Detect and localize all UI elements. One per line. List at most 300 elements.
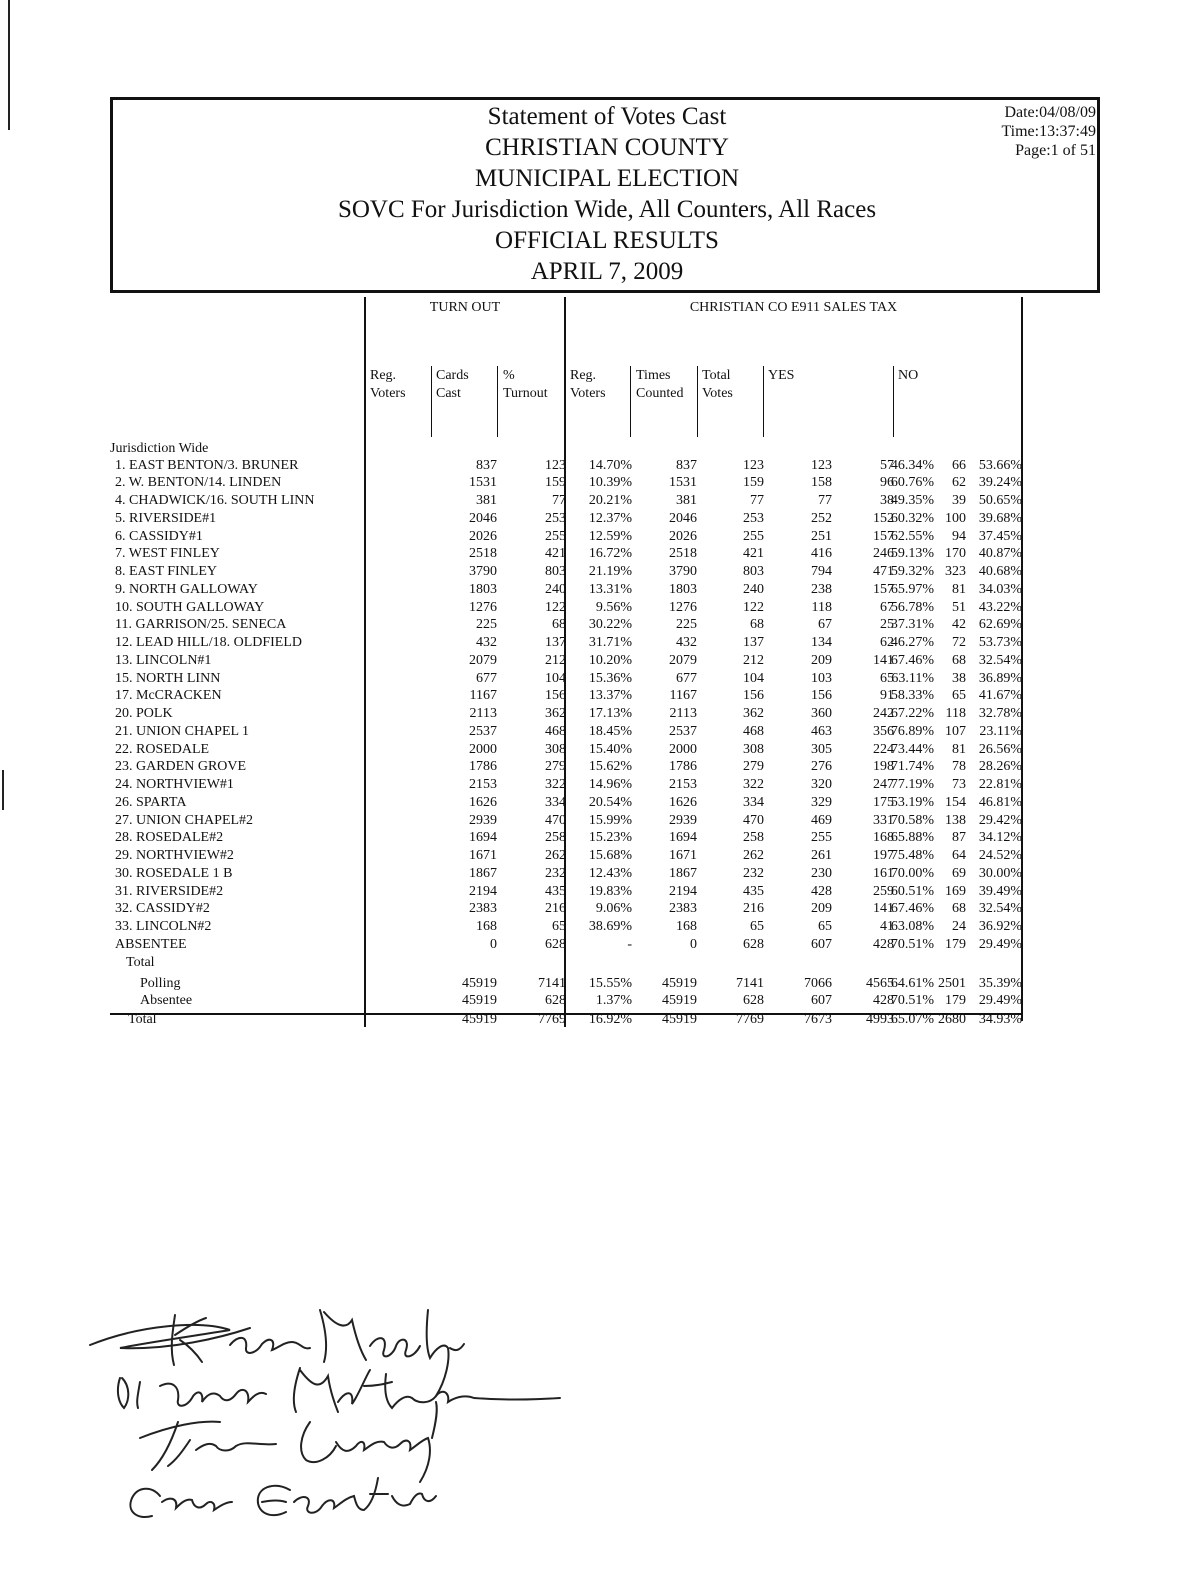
cell-reg-voters-2: 2113 [669, 706, 697, 721]
cell-pct-turnout: 12.43% [588, 865, 632, 881]
cell-times-counted: 279 [743, 759, 764, 775]
row-label: Absentee [140, 993, 193, 1008]
cell-total-votes: 607 [811, 993, 832, 1008]
cell-no-count: 2501 [938, 976, 966, 991]
cell-cards-cast: 123 [545, 457, 566, 473]
cell-reg-voters-2: 1626 [669, 794, 697, 810]
cell-no-count: 100 [945, 510, 966, 526]
cell-total-votes: 209 [811, 652, 832, 668]
cell-times-counted: 77 [750, 493, 764, 508]
cell-reg-voters: 2383 [469, 901, 497, 917]
cell-yes-count: 25 [880, 617, 894, 633]
row-label: 31. RIVERSIDE#2 [115, 883, 224, 899]
section-label: Jurisdiction Wide [110, 441, 209, 456]
cell-yes-pct: 37.31% [890, 617, 934, 633]
cell-cards-cast: 421 [545, 546, 566, 562]
header-cell-rule [630, 366, 631, 437]
row-label: 26. SPARTA [115, 794, 187, 810]
cell-yes-count: 67 [880, 599, 894, 615]
cell-reg-voters-2: 2518 [669, 546, 697, 562]
cell-no-pct: 30.00% [978, 865, 1022, 881]
row-label: 32. CASSIDY#2 [115, 901, 210, 917]
cell-yes-pct: 64.61% [890, 976, 934, 991]
cell-yes-pct: 76.89% [890, 723, 934, 739]
cell-reg-voters-2: 3790 [669, 564, 697, 579]
cell-no-count: 138 [945, 812, 966, 828]
cell-reg-voters-2: 2046 [669, 510, 697, 526]
cell-total-votes: 416 [811, 546, 832, 562]
cell-times-counted: 262 [743, 848, 764, 863]
cell-pct-turnout: 15.36% [588, 670, 632, 686]
cell-total-votes: 65 [818, 919, 832, 934]
cell-reg-voters: 2046 [469, 510, 497, 526]
cell-cards-cast: 122 [545, 599, 566, 615]
cell-no-count: 68 [952, 652, 966, 668]
cell-reg-voters-2: 1786 [669, 759, 697, 775]
cell-total-votes: 158 [811, 475, 832, 491]
cell-total-votes: 77 [818, 493, 832, 508]
cell-reg-voters: 1786 [469, 759, 497, 775]
cell-no-count: 323 [945, 564, 966, 579]
cell-times-counted: 468 [743, 723, 764, 739]
cell-reg-voters: 2000 [469, 741, 497, 757]
cell-reg-voters: 2518 [469, 546, 497, 562]
cell-pct-turnout: 18.45% [588, 723, 632, 739]
cell-reg-voters: 2113 [469, 706, 497, 721]
cell-yes-pct: 67.22% [890, 706, 934, 721]
cell-total-votes: 230 [811, 865, 832, 881]
row-label: 33. LINCOLN#2 [115, 919, 212, 934]
cell-total-votes: 607 [811, 936, 832, 952]
cell-no-pct: 29.42% [978, 812, 1022, 828]
cell-no-pct: 39.68% [978, 510, 1022, 526]
cell-times-counted: 212 [743, 652, 764, 668]
cell-reg-voters: 2537 [469, 723, 497, 739]
cell-cards-cast: 156 [545, 688, 566, 704]
cell-no-pct: 29.49% [978, 936, 1022, 952]
cell-no-pct: 53.73% [978, 635, 1022, 650]
cell-cards-cast: 334 [545, 794, 566, 810]
row-label: 22. ROSEDALE [115, 741, 210, 757]
cell-pct-turnout: 15.99% [588, 812, 632, 828]
cell-times-counted: 258 [743, 830, 764, 846]
cell-times-counted: 628 [743, 993, 764, 1008]
header-cell-rule [497, 366, 498, 437]
cell-total-votes: 123 [811, 457, 832, 473]
cell-no-pct: 32.54% [978, 652, 1022, 668]
cell-yes-pct: 67.46% [890, 901, 934, 917]
county-line: CHRISTIAN COUNTY [485, 134, 729, 161]
cell-yes-count: 224 [873, 741, 894, 757]
cell-times-counted: 421 [743, 546, 764, 562]
cell-no-pct: 26.56% [978, 741, 1022, 757]
cell-yes-pct: 63.11% [891, 670, 934, 686]
cell-reg-voters: 837 [476, 457, 497, 473]
cell-times-counted: 362 [743, 706, 764, 721]
cell-yes-count: 152 [873, 510, 894, 526]
signature-kim-russell [140, 1402, 437, 1482]
cell-reg-voters: 1167 [469, 688, 497, 704]
cell-cards-cast: 137 [545, 635, 566, 650]
cell-yes-count: 41 [880, 919, 894, 934]
cell-yes-pct: 46.27% [890, 635, 934, 650]
col-total-votes-line1: Total [702, 368, 731, 383]
cell-no-count: 78 [952, 759, 966, 775]
cell-cards-cast: 216 [545, 901, 566, 917]
col-pct-turnout-line1: % [503, 368, 515, 383]
cell-yes-pct: 62.55% [890, 528, 934, 544]
cell-pct-turnout: 15.55% [588, 976, 632, 991]
cell-no-pct: 32.78% [978, 706, 1022, 721]
cell-reg-voters-2: 2079 [669, 652, 697, 668]
cell-cards-cast: 803 [545, 564, 566, 579]
cell-pct-turnout: 38.69% [588, 919, 632, 934]
cell-no-pct: 39.24% [978, 475, 1022, 491]
cell-yes-count: 175 [873, 794, 894, 810]
cell-reg-voters: 432 [476, 635, 497, 650]
cell-no-pct: 37.45% [978, 528, 1022, 544]
cell-no-count: 69 [952, 865, 966, 881]
cell-cards-cast: 253 [545, 510, 566, 526]
cell-total-votes: 276 [811, 759, 832, 775]
cell-yes-pct: 56.78% [890, 599, 934, 615]
date-line: APRIL 7, 2009 [530, 258, 684, 285]
cell-reg-voters: 1531 [469, 475, 497, 491]
cell-reg-voters: 45919 [462, 976, 497, 991]
cell-total-votes: 469 [811, 812, 832, 828]
cell-yes-pct: 59.32% [890, 564, 934, 579]
cell-pct-turnout: 15.68% [588, 848, 632, 863]
cell-reg-voters: 1276 [469, 599, 497, 615]
row-label: 24. NORTHVIEW#1 [115, 777, 234, 792]
cell-reg-voters: 2026 [469, 528, 497, 544]
col-times-counted-line2: Counted [636, 386, 684, 401]
cell-no-count: 51 [952, 599, 966, 615]
cell-yes-pct: 70.00% [890, 865, 934, 881]
cell-no-count: 73 [952, 777, 966, 792]
cell-total-votes: 238 [811, 581, 832, 597]
cell-yes-pct: 60.76% [890, 475, 934, 491]
cell-reg-voters-2: 1531 [669, 475, 697, 491]
cell-no-pct: 34.93% [978, 1012, 1022, 1027]
cell-total-votes: 329 [811, 794, 832, 810]
cell-no-pct: 28.26% [978, 759, 1022, 775]
col-reg-voters-line1: Reg. [370, 368, 397, 383]
cell-reg-voters-2: 2383 [669, 901, 697, 917]
cell-no-count: 38 [952, 670, 966, 686]
row-label: 23. GARDEN GROVE [115, 759, 247, 775]
cell-reg-voters-2: 45919 [662, 1012, 697, 1027]
cell-yes-pct: 63.08% [890, 919, 934, 934]
cell-cards-cast: 7141 [538, 976, 566, 991]
cell-total-votes: 261 [811, 848, 832, 863]
cell-reg-voters: 225 [476, 617, 497, 633]
cell-pct-turnout: - [627, 936, 632, 952]
cell-cards-cast: 258 [545, 830, 566, 846]
cell-reg-voters: 2153 [469, 777, 497, 792]
cell-yes-pct: 65.97% [890, 581, 934, 597]
cell-no-pct: 53.66% [978, 457, 1022, 473]
cell-no-count: 66 [952, 457, 966, 473]
cell-pct-turnout: 30.22% [588, 617, 632, 633]
row-label: 17. McCRACKEN [115, 688, 222, 704]
cell-no-pct: 41.67% [978, 688, 1022, 704]
cell-pct-turnout: 20.21% [588, 493, 632, 508]
signatures [80, 1290, 600, 1530]
cell-yes-count: 198 [873, 759, 894, 775]
cell-pct-turnout: 16.72% [588, 546, 632, 562]
cell-total-votes: 209 [811, 901, 832, 917]
cell-pct-turnout: 21.19% [588, 564, 632, 579]
cell-times-counted: 123 [743, 457, 764, 473]
header-cell-rule [893, 366, 894, 437]
cell-reg-voters: 45919 [462, 1012, 497, 1027]
cell-total-votes: 103 [811, 670, 832, 686]
cell-times-counted: 322 [743, 777, 764, 792]
cell-cards-cast: 262 [545, 848, 566, 863]
col-reg-voters [370, 367, 406, 403]
cell-yes-pct: 60.51% [890, 883, 934, 899]
col-total-votes [702, 367, 733, 403]
cell-reg-voters-2: 45919 [662, 993, 697, 1008]
cell-yes-pct: 53.19% [890, 794, 934, 810]
cell-reg-voters: 677 [476, 670, 497, 686]
row-label: 11. GARRISON/25. SENECA [115, 617, 287, 633]
cell-pct-turnout: 20.54% [588, 794, 632, 810]
row-label: 5. RIVERSIDE#1 [115, 510, 217, 526]
cell-yes-count: 96 [880, 475, 894, 491]
cell-cards-cast: 65 [552, 919, 566, 934]
cell-no-pct: 36.89% [978, 670, 1022, 686]
signature-karen-moody [90, 1310, 464, 1396]
cell-cards-cast: 68 [552, 617, 566, 633]
cell-pct-turnout: 15.62% [588, 759, 632, 775]
cell-no-count: 62 [952, 475, 966, 491]
cell-cards-cast: 159 [545, 475, 566, 491]
cell-yes-pct: 46.34% [890, 457, 934, 473]
cell-no-count: 2680 [938, 1012, 966, 1027]
report-time: Time:13:37:49 [1001, 123, 1096, 140]
cell-reg-voters: 2079 [469, 652, 497, 668]
cell-yes-pct: 59.13% [890, 546, 934, 562]
cell-reg-voters-2: 677 [676, 670, 697, 686]
cell-times-counted: 253 [743, 510, 764, 526]
cell-times-counted: 104 [743, 670, 764, 686]
row-label: 7. WEST FINLEY [115, 546, 220, 562]
cell-yes-count: 57 [880, 457, 894, 473]
cell-total-votes: 428 [811, 883, 832, 899]
cell-reg-voters-2: 2153 [669, 777, 697, 792]
cell-yes-count: 259 [873, 883, 894, 899]
col-times-counted [636, 367, 683, 403]
cell-cards-cast: 232 [545, 865, 566, 881]
results-line: OFFICIAL RESULTS [495, 227, 719, 254]
cell-yes-pct: 60.32% [890, 510, 934, 526]
cell-no-count: 24 [952, 919, 966, 934]
cell-yes-pct: 70.51% [890, 993, 934, 1008]
page-number: Page:1 of 51 [1015, 142, 1096, 159]
row-label: 30. ROSEDALE 1 B [115, 865, 233, 881]
cell-total-votes: 7066 [804, 976, 832, 991]
title-line: Statement of Votes Cast [487, 103, 727, 130]
cell-times-counted: 68 [750, 617, 764, 633]
cell-cards-cast: 628 [545, 936, 566, 952]
row-label: 28. ROSEDALE#2 [115, 830, 224, 846]
row-label: 4. CHADWICK/16. SOUTH LINN [115, 493, 315, 508]
cell-times-counted: 240 [743, 581, 764, 597]
cell-no-count: 81 [952, 741, 966, 757]
cell-no-count: 81 [952, 581, 966, 597]
cell-yes-count: 4993 [866, 1012, 894, 1027]
column-rule [364, 297, 366, 1027]
cell-times-counted: 156 [743, 688, 764, 704]
cell-yes-count: 91 [880, 688, 894, 704]
cell-times-counted: 232 [743, 865, 764, 881]
turnout-group-header: TURN OUT [429, 300, 501, 315]
cell-yes-pct: 77.19% [890, 777, 934, 792]
cell-pct-turnout: 16.92% [588, 1012, 632, 1027]
cell-no-pct: 46.81% [978, 794, 1022, 810]
cell-pct-turnout: 13.31% [588, 581, 632, 597]
cell-reg-voters-2: 2194 [669, 883, 697, 899]
cell-reg-voters-2: 837 [676, 457, 697, 473]
cell-pct-turnout: 12.59% [588, 528, 632, 544]
cell-yes-count: 428 [873, 936, 894, 952]
cell-no-pct: 35.39% [978, 976, 1022, 991]
cell-total-votes: 360 [811, 706, 832, 721]
cell-reg-voters-2: 168 [676, 919, 697, 934]
cell-reg-voters: 3790 [469, 564, 497, 579]
cell-reg-voters-2: 1694 [669, 830, 697, 846]
cell-times-counted: 216 [743, 901, 764, 917]
header-cell-rule [431, 366, 432, 437]
col-total-votes-line2: Votes [702, 386, 733, 401]
cell-yes-count: 62 [880, 635, 894, 650]
cell-no-pct: 40.87% [978, 546, 1022, 562]
cell-no-pct: 22.81% [978, 777, 1022, 792]
cell-yes-count: 157 [873, 528, 894, 544]
cell-cards-cast: 308 [545, 741, 566, 757]
scope-line: SOVC For Jurisdiction Wide, All Counters, All Races [337, 196, 877, 223]
cell-cards-cast: 322 [545, 777, 566, 792]
cell-reg-voters-2: 2537 [669, 723, 697, 739]
cell-times-counted: 122 [743, 599, 764, 615]
cell-reg-voters: 1671 [469, 848, 497, 863]
col-reg-voters2-line1: Reg. [570, 368, 597, 383]
cell-pct-turnout: 19.83% [588, 883, 632, 899]
cell-no-count: 39 [952, 493, 966, 508]
cell-reg-voters: 2939 [469, 812, 497, 828]
cell-total-votes: 7673 [804, 1012, 832, 1027]
report-date: Date:04/08/09 [1004, 104, 1096, 121]
cell-reg-voters: 381 [476, 493, 497, 508]
cell-yes-pct: 75.48% [890, 848, 934, 863]
col-pct-turnout [503, 367, 548, 403]
cell-yes-count: 242 [873, 706, 894, 721]
cell-no-count: 42 [952, 617, 966, 633]
cell-reg-voters-2: 1167 [669, 688, 697, 704]
cell-yes-pct: 49.35% [890, 493, 934, 508]
cell-cards-cast: 7769 [538, 1012, 566, 1027]
cell-no-pct: 34.12% [978, 830, 1022, 846]
cell-pct-turnout: 14.96% [588, 777, 632, 792]
cell-yes-count: 38 [880, 493, 894, 508]
col-cards-cast [436, 367, 469, 403]
cell-total-votes: 463 [811, 723, 832, 739]
cell-yes-pct: 70.51% [890, 936, 934, 952]
row-label: 9. NORTH GALLOWAY [115, 581, 258, 597]
cell-cards-cast: 628 [545, 993, 566, 1008]
cell-total-votes: 251 [811, 528, 832, 544]
cell-pct-turnout: 9.06% [595, 901, 632, 917]
cell-no-count: 179 [945, 936, 966, 952]
cell-cards-cast: 279 [545, 759, 566, 775]
cell-reg-voters: 2194 [469, 883, 497, 899]
cell-yes-count: 161 [873, 865, 894, 881]
row-label: 12. LEAD HILL/18. OLDFIELD [115, 635, 303, 650]
cell-reg-voters-2: 381 [676, 493, 697, 508]
row-label: 29. NORTHVIEW#2 [115, 848, 234, 863]
cell-times-counted: 7769 [736, 1012, 764, 1027]
row-label: Total [128, 1012, 157, 1027]
cell-total-votes: 320 [811, 777, 832, 792]
row-label: 13. LINCOLN#1 [115, 652, 212, 668]
cell-no-count: 154 [945, 794, 966, 810]
cell-yes-pct: 73.44% [890, 741, 934, 757]
cell-no-count: 65 [952, 688, 966, 704]
cell-yes-count: 247 [873, 777, 894, 792]
row-label: Polling [140, 976, 181, 991]
cell-times-counted: 334 [743, 794, 764, 810]
cell-yes-count: 471 [873, 564, 894, 579]
cell-cards-cast: 212 [545, 652, 566, 668]
cell-yes-count: 157 [873, 581, 894, 597]
cell-reg-voters: 168 [476, 919, 497, 934]
header-cell-rule [697, 366, 698, 437]
cell-cards-cast: 435 [545, 883, 566, 899]
col-reg-voters2-line2: Voters [570, 386, 606, 401]
cell-times-counted: 65 [750, 919, 764, 934]
row-label: 2. W. BENTON/14. LINDEN [115, 475, 282, 491]
cell-reg-voters-2: 2939 [669, 812, 697, 828]
tax-group-header: CHRISTIAN CO E911 SALES TAX [689, 300, 898, 315]
cell-reg-voters-2: 432 [676, 635, 697, 650]
cell-reg-voters-2: 1671 [669, 848, 697, 863]
cell-pct-turnout: 15.23% [588, 830, 632, 846]
cell-yes-pct: 71.74% [890, 759, 934, 775]
row-label: 27. UNION CHAPEL#2 [115, 812, 254, 828]
cell-times-counted: 308 [743, 741, 764, 757]
cell-no-count: 72 [952, 635, 966, 650]
col-times-counted-line1: Times [636, 368, 671, 383]
cell-pct-turnout: 1.37% [595, 993, 632, 1008]
cell-pct-turnout: 31.71% [588, 635, 632, 650]
cell-no-count: 87 [952, 830, 966, 846]
cell-yes-count: 428 [873, 993, 894, 1008]
cell-no-pct: 34.03% [978, 581, 1022, 597]
cell-reg-voters-2: 1867 [669, 865, 697, 881]
cell-reg-voters-2: 1276 [669, 599, 697, 615]
cell-no-pct: 50.65% [978, 493, 1022, 508]
cell-cards-cast: 470 [545, 812, 566, 828]
cell-no-pct: 43.22% [978, 599, 1022, 615]
row-label: ABSENTEE [115, 936, 187, 952]
cell-total-votes: 252 [811, 510, 832, 526]
cell-total-votes: 67 [818, 617, 832, 633]
col-reg-voters-2 [570, 367, 606, 403]
signature-marian-matthews [118, 1368, 560, 1412]
cell-cards-cast: 240 [545, 581, 566, 597]
